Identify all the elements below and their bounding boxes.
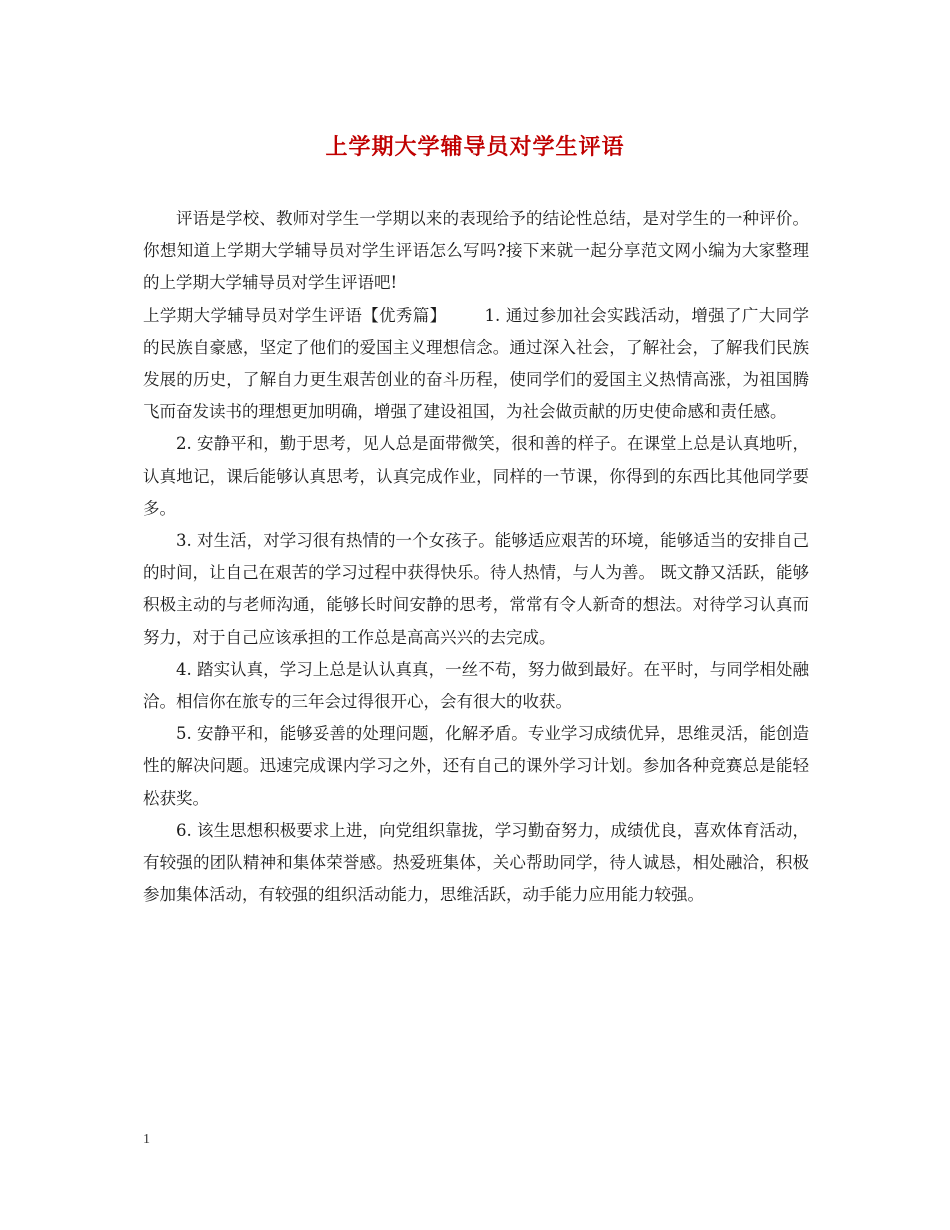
comment-item-1: 1. 通过参加社会实践活动，增强了广大同学的民族自豪感，坚定了他们的爱国主义理想信念。通过深入社会，了解社会，了解我们民族发展的历史，了解自力更生艰苦创业的奋斗历程，使同学们的爱国主义热情高涨，为祖国腾飞而奋发读书的理想更加明确，增强了建设祖国，为社会做贡献的历史使命感和责任感。 <box>143 305 809 422</box>
intro-paragraph: 评语是学校、教师对学生一学期以来的表现给予的结论性总结，是对学生的一种评价。你想知道上学期大学辅导员对学生评语怎么写吗?接下来就一起分享范文网小编为大家整理的上学期大学辅导员对学生评语吧! <box>143 209 809 293</box>
document-title: 上学期大学辅导员对学生评语 <box>325 135 625 160</box>
section-paragraph <box>143 300 809 429</box>
comment-item-4: 4. 踏实认真，学习上总是认认真真，一丝不苟，努力做到最好。在平时，与同学相处融洽。相信你在旅专的三年会过得很开心，会有很大的收获。 <box>143 659 809 712</box>
comment-item-6: 6. 该生思想积极要求上进，向党组织靠拢，学习勤奋努力，成绩优良，喜欢体育活动，有较强的团队精神和集体荣誉感。热爱班集体，关心帮助同学，待人诚恳，相处融洽，积极参加集体活动，有较强的组织活动能力，思维活跃，动手能力应用能力较强。 <box>143 820 809 905</box>
page-number: 1 <box>143 1132 150 1147</box>
comment-item-2: 2. 安静平和，勤于思考，见人总是面带微笑，很和善的样子。在课堂上总是认真地听，认真地记，课后能够认真思考，认真完成作业，同样的一节课，你得到的东西比其他同学要多。 <box>143 434 809 518</box>
section-heading: 上学期大学辅导员对学生评语【优秀篇】 <box>143 305 447 325</box>
comment-item-3: 3. 对生活，对学习很有热情的一个女孩子。能够适应艰苦的环境，能够适当的安排自己的时间，让自己在艰苦的学习过程中获得快乐。待人热情，与人为善。 既文静又活跃，能够积极主动的与老师沟通，能够长时间安静的思考，常常有令人新奇的想法。对待学习认真而努力，对于自己应该承担的工作总是高高兴兴的去完成。 <box>143 531 809 647</box>
document-body <box>143 203 809 911</box>
comment-item-5: 5. 安静平和，能够妥善的处理问题，化解矛盾。专业学习成绩优异，思维灵活，能创造性的解决问题。迅速完成课内学习之外，还有自己的课外学习计划。参加各种竞赛总是能轻松获奖。 <box>143 724 809 808</box>
